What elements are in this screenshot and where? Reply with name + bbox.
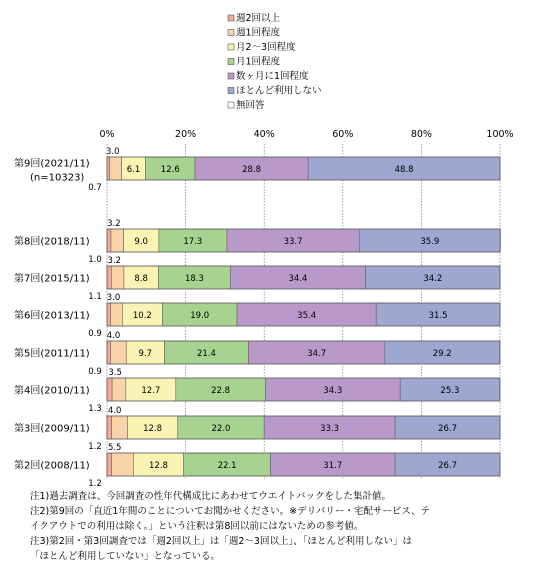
data-label: 22.8 [211,386,231,396]
x-tick-label: 80% [410,129,432,140]
data-label: 28.8 [242,165,262,175]
row-sublabel: (n=10323) [30,172,85,184]
data-label: 4.0 [106,331,121,341]
data-label: 3.2 [107,256,122,266]
legend-swatch [228,102,234,108]
data-label: 34.3 [323,386,343,396]
data-label: 12.8 [143,424,163,434]
data-label: 34.4 [288,274,308,284]
bar-row [14,406,500,452]
row-label: 第8回(2018/11) [14,236,90,248]
bar-segment [107,416,112,439]
bar-segment [111,229,124,252]
bar-segment [107,266,111,289]
data-label: 33.7 [283,237,303,247]
x-axis [99,129,513,140]
footnote: 注1)過去調査は、今回調査の性年代構成比にあわせてウエイトバックをした集計値。 [30,491,392,502]
legend-swatch [228,88,234,94]
bar-rows [14,147,500,489]
data-label: 33.3 [320,424,340,434]
x-tick-label: 0% [99,129,115,140]
data-label: 22.1 [217,461,237,471]
data-label: 3.2 [107,219,121,229]
bar-segment [112,378,126,401]
bar-segment [111,341,127,364]
legend-swatch [228,59,234,65]
bar-segment [107,378,112,401]
x-tick-label: 40% [253,129,275,140]
data-label: 3.0 [106,293,121,303]
data-label: 1.3 [88,404,102,414]
bar-segment [111,266,124,289]
legend-label: 月1回程度 [236,56,281,68]
data-label: 0.9 [88,367,102,377]
footnote: 注2)第9回の「直近1年間のことについてお聞かせください。※デリバリー・宅配サービス、テ [30,506,431,517]
x-tick-label: 20% [175,129,197,140]
row-label: 第3回(2009/11) [14,423,90,435]
legend-label: ほとんど利用しない [236,85,322,97]
bar-segment [107,303,111,326]
data-label: 1.2 [88,442,102,452]
data-label: 34.7 [307,349,327,359]
data-label: 3.0 [105,147,120,157]
data-label: 35.9 [420,237,440,247]
data-label: 8.8 [134,274,148,284]
data-label: 35.4 [297,311,317,321]
bar-row [14,368,500,414]
bar-segment [107,229,111,252]
legend-swatch [228,73,234,79]
row-label: 第4回(2010/11) [14,385,90,397]
data-label: 1.1 [88,292,102,302]
data-label: 4.0 [107,406,122,416]
data-label: 1.0 [88,255,102,265]
row-label: 第9回(2021/11) [14,158,90,170]
bar-segment [107,341,111,364]
legend-swatch [228,44,234,50]
row-label: 第7回(2015/11) [14,273,90,285]
data-label: 12.6 [160,165,180,175]
bar-row [14,331,500,377]
data-label: 17.3 [183,237,203,247]
bar-segment [110,157,122,180]
data-label: 0.7 [88,183,102,193]
x-tick-label: 60% [332,129,354,140]
data-label: 18.3 [184,274,204,284]
bar-segment [107,157,110,180]
row-label: 第6回(2013/11) [14,310,90,322]
data-label: 31.5 [428,311,448,321]
bar-segment [111,303,123,326]
legend-label: 無回答 [236,100,265,111]
data-label: 19.0 [190,311,210,321]
data-label: 25.3 [440,386,460,396]
legend-label: 数ヶ月に1回程度 [236,71,309,82]
data-label: 31.7 [323,461,343,471]
bar-row [14,219,500,265]
bar-row [14,256,500,302]
legend-swatch [228,30,234,36]
data-label: 26.7 [438,424,458,434]
x-tick-label: 100% [486,129,514,140]
data-label: 34.2 [423,274,443,284]
data-label: 22.0 [211,424,231,434]
data-label: 12.8 [149,461,168,471]
data-label: 6.1 [126,165,141,175]
legend-label: 月2～3回程度 [236,42,296,53]
bar-row [14,293,500,339]
data-label: 29.2 [432,349,452,359]
footnote: イクアウトでの利用は除く。」という注釈は第8回以前にはないための参考値。 [30,521,364,532]
footnotes [30,489,530,564]
data-label: 9.0 [134,237,148,247]
bar-segment [112,453,134,476]
row-label: 第5回(2011/11) [14,348,90,360]
data-label: 9.7 [138,349,153,359]
bar-row [14,147,500,193]
legend-label: 週2回以上 [236,13,281,24]
data-label: 3.5 [108,368,122,378]
data-label: 1.2 [88,479,102,489]
legend [228,12,322,111]
data-label: 12.7 [141,386,161,396]
legend-label: 週1回程度 [236,27,281,39]
bar-segment [112,416,128,439]
data-label: 10.2 [132,311,152,321]
row-label: 第2回(2008/11) [14,460,90,472]
footnote: 注3)第2回・第3回調査では「週2回以上」は「週2～3回以上」、「ほとんど利用しない」は [30,536,412,547]
bar-row [14,443,500,489]
legend-swatch [228,15,234,21]
footnote: 「ほとんど利用していない」となっている。 [30,551,221,562]
data-label: 0.9 [88,329,102,339]
bar-segment [107,453,112,476]
data-label: 21.4 [196,349,216,359]
data-label: 5.5 [107,443,122,453]
data-label: 26.7 [438,461,458,471]
data-label: 48.8 [394,165,414,175]
